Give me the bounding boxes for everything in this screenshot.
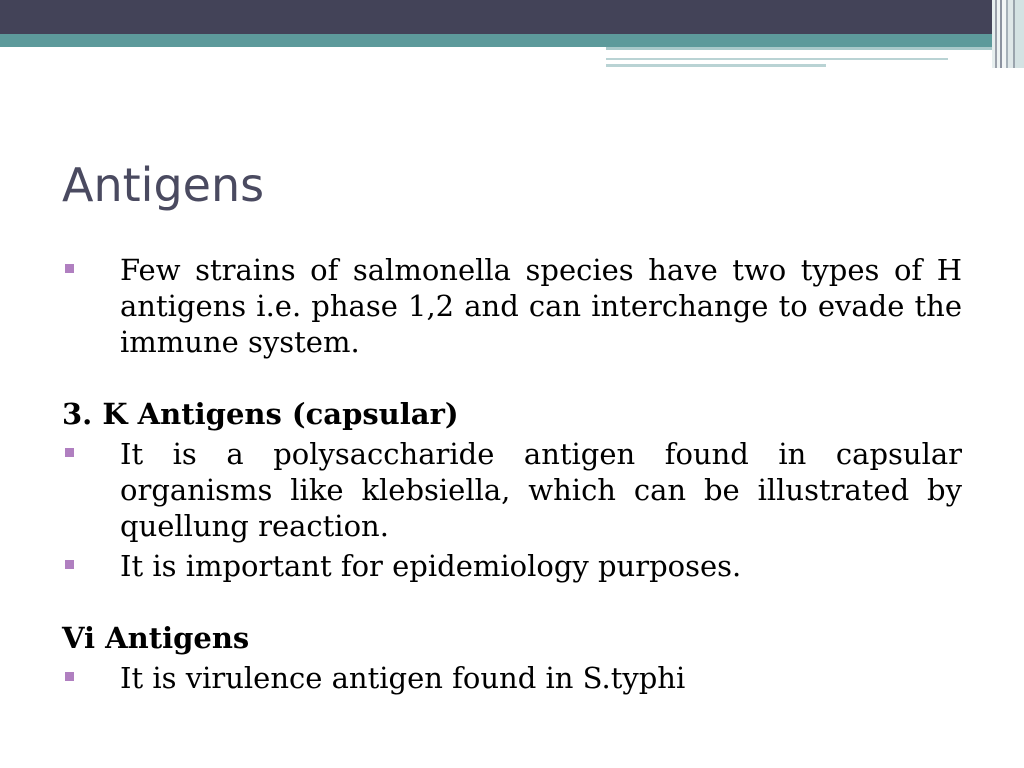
bullet-item: [62, 436, 962, 544]
bullet-item: [62, 660, 962, 696]
slide-content: [62, 252, 962, 696]
bullet-text: Few strains of salmonella species have two types of H antigens i.e. phase 1,2 and can interchange to evade the immune system.: [120, 253, 962, 359]
bullet-item: [62, 548, 962, 584]
bullet-item: [62, 252, 962, 360]
square-bullet-icon: [65, 560, 74, 569]
bullet-text: It is a polysaccharide antigen found in capsular organisms like klebsiella, which can be illustrated by quellung reaction.: [120, 437, 962, 543]
bullet-text: It is virulence antigen found in S.typhi: [120, 661, 686, 695]
header-stripes: [992, 0, 1024, 68]
header-dark-band: [0, 0, 1024, 34]
section-heading: 3. K Antigens (capsular): [62, 397, 459, 431]
header-accent-line: [606, 58, 948, 60]
bullet-text: It is important for epidemiology purposes.: [120, 549, 742, 583]
square-bullet-icon: [65, 672, 74, 681]
header-accent-line: [606, 47, 1024, 50]
slide-title: Antigens: [62, 158, 265, 212]
square-bullet-icon: [65, 448, 74, 457]
square-bullet-icon: [65, 264, 74, 273]
header-teal-band: [0, 34, 1024, 47]
section-heading: Vi Antigens: [62, 621, 250, 655]
header-accent-line: [606, 64, 826, 67]
